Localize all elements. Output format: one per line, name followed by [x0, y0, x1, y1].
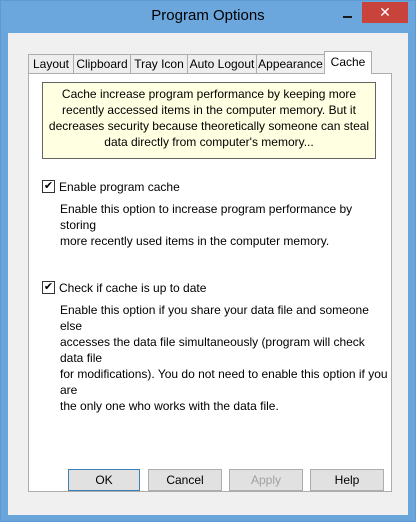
- dialog-client-area: [8, 33, 408, 515]
- enable-program-cache-checkbox[interactable]: [42, 180, 55, 193]
- checkmark-icon: ✔: [43, 281, 54, 293]
- minimize-button[interactable]: [336, 5, 360, 23]
- dialog-button-row: [8, 469, 408, 492]
- enable-program-cache-option[interactable]: [42, 179, 222, 195]
- tab-cache[interactable]: Cache: [324, 51, 372, 74]
- tab-auto-logout[interactable]: Auto Logout: [187, 54, 257, 73]
- check-cache-up-to-date-description: [60, 302, 391, 414]
- check-cache-up-to-date-checkbox[interactable]: [42, 281, 55, 294]
- tab-appearance[interactable]: Appearance: [256, 54, 325, 73]
- tab-tray-icon[interactable]: Tray Icon: [130, 54, 188, 73]
- ok-button[interactable]: OK: [68, 469, 140, 491]
- apply-button[interactable]: Apply: [229, 469, 303, 491]
- window-title: Program Options: [151, 7, 265, 24]
- cache-info-box: Cache increase program performance by keeping more recently accessed items in the computer memory. But it decreases security because theoretically someone can steal data directly from computer's memory...: [42, 82, 376, 159]
- description-line: for modifications). You do not need to enable this option if you are: [60, 367, 388, 397]
- description-line: Enable this option if you share your data file and someone else: [60, 303, 369, 333]
- cache-tab-panel: [28, 73, 392, 492]
- description-line: more recently used items in the computer memory.: [60, 234, 330, 248]
- enable-program-cache-description: [60, 201, 391, 249]
- tab-clipboard[interactable]: Clipboard: [73, 54, 131, 73]
- help-button[interactable]: Help: [310, 469, 384, 491]
- description-line: accesses the data file simultaneously (program will check data file: [60, 335, 365, 365]
- check-cache-up-to-date-option[interactable]: [42, 280, 242, 296]
- close-icon: ✕: [379, 4, 391, 20]
- checkmark-icon: ✔: [43, 180, 54, 192]
- cancel-button[interactable]: Cancel: [148, 469, 222, 491]
- title-bar[interactable]: [1, 1, 415, 33]
- description-line: the only one who works with the data file.: [60, 399, 279, 413]
- close-button[interactable]: [362, 2, 408, 23]
- minimize-icon: [343, 16, 352, 18]
- tab-layout[interactable]: Layout: [28, 54, 74, 73]
- check-cache-up-to-date-label[interactable]: Check if cache is up to date: [59, 281, 207, 295]
- description-line: Enable this option to increase program performance by storing: [60, 202, 353, 232]
- enable-program-cache-label[interactable]: Enable program cache: [59, 180, 180, 194]
